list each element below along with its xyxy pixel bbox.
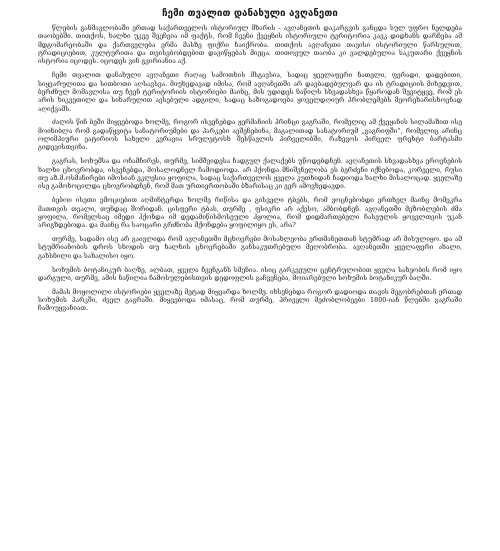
paragraph-1: წლების განმავლობაში ერთად საქართველოს ისტორიულ მხარის - ავღანეთის დაკარგვის განცდა სულ უფრო ნელდება თაობებში. თითქოს, ხალხი უკვე შეეჩვია იმ ფაქტს, რომ ჩვენი ქვეყნის ისტორიული ტერიტორია კავკ დიდხანს დარჩება ამ მდგომარეობაში და ქართველება ერმა მასზე ფიქრი ჩაიქრობა. თითქოს ავღანეთი თავისი ისტორიული წარსულით, ტრადიციებით, კულტურითა და თვისებობდებით დავიწყებას მიეცა. თითოეულ თაობა კი ვალდებულია საკუთარი ქვეყნის ისტორია იცოდეს. იცოდეს ვინ გვირიანია აქ. [38, 24, 462, 66]
paragraph-2: ჩემი თვალით დანახული ავღანეთი რაღაც სამოთხის მსგავსია, სადაც ყველაფერი ნათელი, ფერადი, დადებითი, სიყვარულითა და სითბოთი აღსავსეა. მიუხედავად იმისა, რომ ავღანეთში არ დავბადებულვარ და ის ტრადიციის მიხედვით, ბერძნულ მომავლისა თუ ჩვენ ტერიტორიის ისტორიები მაინც, მის უდიდეს ნაწილს სხვადასხვა წყაროდან შევიტყვე, რომ ეს არის ხიკვეთილი და სიხარულით ავსებული ადგილი, სადაც საზოგადოება ყოველდღიურ პრობლემებს მეორეხარისხოვნად აღიქვამს. [38, 71, 462, 113]
paragraph-6: თურმე, სადამო ისე არ გაივლიდა რომ ავღანეთში მცხოვრები მოსახლეობა ერთმანეთთან სტუმრად არ მისულიყო. და ამ სტუმრიანობის დროს სხოდის თუ ხალხის ცხოვრებაში განსაკუთრებული მეღობრობა. ავღანეთში ყველაფერი ახალი, გახსნილი და სახალისო იყო. [38, 235, 462, 260]
paragraph-8: მამას მოყოლილი ისტორიები ყველაზე მეტად მიყვარდა ხოლმე. იხსენებდა როგორ დადიოდა თავის მეგობრებთან ერთად სოხუმის პარკში, ძველ გაგრაში. მიყვებოდა იმასაც, რომ თურმე, პრიველი მეძობლობეები 1800-იან წლებში გაგრაში ჩამოუყვანიათ. [38, 287, 462, 313]
paragraph-7: სოხუმის ბოტანიკურ ბაღზე, ალბათ, ყველა ჩვენგანს სმენია. ისიც გარკვეული ცენტრულობით ყველა სახეობის რომ იყო დარგული, თურმე, ამის ნაწილია ჩამოსულებისთვის დედოფლის გაჩვენება, მოიარებული სოხუმის ბოტანიკურ ბაღში. [38, 265, 462, 282]
paragraph-3: ძალის წინ ბეში მიყვებოდა ხოლმე, როგორ ისვენებდა ჟერმანიის პრინცი გაგრაში, რომელიც ამ ქვეყანის სილამაზით ისე მოიხიბლა რომ გადაწყვიტა სანატორიუმები და პარკები აეშენებინა, მაგალითად სანატორიუმ „გაგრიფში“, რომელიც არინც ოლიმპიური ეატირიოს სახელი კერავია სრულეტოსხ შესწავლის პირველიბში, რაზევოს პირველ ფრეხტი ბარტასმი გიდევისთვინა. [38, 118, 462, 152]
paragraph-4: გაგრას, სოხუმსა და ოჩამჩირეს, თურმე, სიმშვიდესა ჩადგულ ქალაქებს უწოდებდნენ. ავღანეთის სხვადასხვა ეროვნების ხალხი ცხოვრობდა, ისვენებდა, მოსალოდნელ ჩამოდიოდა. არ პქონდა მნიშვნელობა ეს ბერძენი იქნებოდა, კორეელი, რუსი თუ აზ.მ.ოსმანირები იმოსიან ეკლესია ყოფილა, სადაც საქართველოს ყველა კუთხიდან ჩადიოდა ხალხი მისალოცად. ყველაზე ისე გამოხოცილდა ცხოვრობდნენ, რომ მათ ურთიერთობაში ბზარისაც კი ვერ ამოვხედავდი. [38, 157, 462, 191]
paragraph-5: ბებოი ისეთი ემოციებით აღმინტერდა ხოლმე რიწისა და გისველი ტბებს, რომ ვოცნებობდი ერთხელ მაინც მომეკრა მათთვის თვალი, თუნდაც შორიდან. ცისფერი ტბას, თურმე , ფსიკრი არ აქვსო, ამბობდნენ. ავღანეთში მეზობლების ძმა ყოფილა, რომელსაც იმედი ჰქონდა იმ დედამიწისმოსეული ჰყოლია, რომ დიდმართებელი ჩასეულის ყოველთვის უკან არიგზდებოდა. და მაინც რა საოცარი გრძნობა მქონდება ყოფილიყო ეს, არა? [38, 196, 462, 230]
document-title: ჩემი თვალით დანახული ავღანეთი [162, 8, 338, 19]
